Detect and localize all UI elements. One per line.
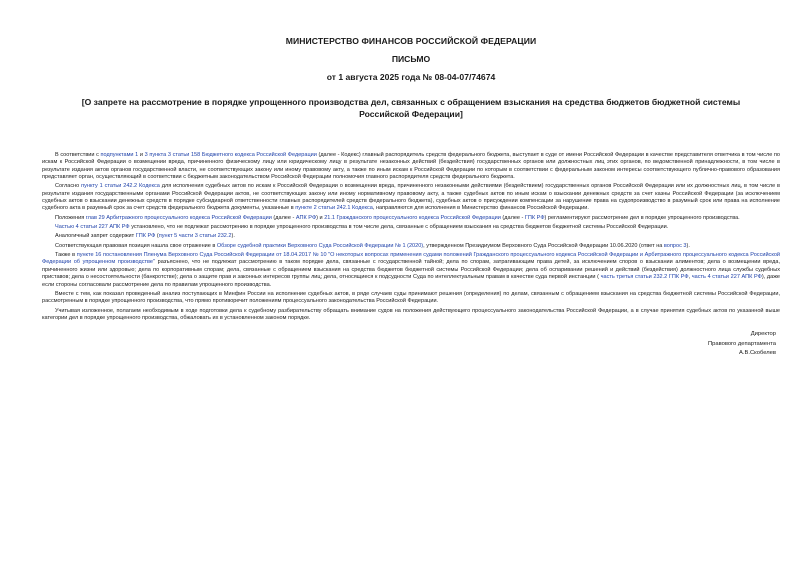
paragraph-text: (: [155, 233, 159, 240]
link-gpk-art-232-2[interactable]: пункт 5 части 3 статьи 232.2: [158, 233, 232, 240]
paragraph-text: разъяснено, что не подлежат рассмотрению в таком порядке дела, связанные с государственной тайной; дела по спорам, затрагивающим права детей, за исключением споров о взыскании алиментов; дела о возмещении вреда, причиненного жизни или здоровью; дела по корпоративным спорам; дела, связанные с обращением взыскания на средства бюджетов бюджетной системы Российской Федерации; дела об оспаривании решений и действий (бездействия) должностного лица службы судебных приставов; дела о несостоятельности (банкротстве); дела о защите прав и законных интересов группы лиц; дела, относящиеся к подсудности Суда по интеллектуальным правам в качестве суда первой инстанции (: [42, 259, 781, 281]
link-art-242-2[interactable]: пункту 1 статьи 242.2 Кодекса: [81, 183, 160, 190]
paragraph-text: В соответствии с: [55, 152, 101, 158]
paragraph-4: [42, 224, 780, 231]
paragraph-9: [42, 308, 780, 323]
paragraph-text: (далее - Кодекс) главный распорядитель средств федерального бюджета, выступает в суде от имени Российской Федерации в качестве представителя ответчика в том числе по искам к Российской Федерации о возмещении вреда, причиненного физическому лицу или юридическому лицу в результате незаконных действий (бездействия) государственных органов или должностных лиц этих органов, по ведомственной принадлежности, в том числе в результате издания актов органов государственной власти, не соответствующих закону или иному правовому акту, а также по иным искам к Российской Федерации по которым в соответствии с федеральным законом интересы соответствующего публично-правового образования представляет орган, осуществляющий в соответствии с бюджетным законодательством Российской Федерации полномочия главного распорядителя средств федерального бюджета.: [42, 152, 781, 181]
paragraph-text: Положения: [55, 214, 86, 221]
document-header: [42, 36, 780, 120]
signer-position: Директор: [750, 331, 776, 338]
paragraph-text: ) регламентируют рассмотрение дел в порядке упрощенного производства.: [544, 214, 740, 221]
link-question-3[interactable]: вопрос 3: [663, 242, 687, 249]
link-gpk-chapter-21-1[interactable]: 21.1 Гражданского процессуального кодекса Российской Федерации: [324, 214, 501, 221]
paragraph-text: Учитывая изложенное, полагаем необходимым в ходе подготовки дела к судебному разбирательству обращать внимание судов на положения действующего процессуального законодательства Российской Федерации, а в случае принятия судебных актов по указанной выше категории дел в порядке упрощенного производства, обжаловать их в установленном законом порядке.: [42, 307, 780, 321]
paragraph-text: ,: [688, 274, 692, 281]
paragraph-text: Соответствующая правовая позиция нашла свое отражение в: [55, 242, 217, 249]
link-art-242-1[interactable]: пункте 2 статьи 242.1 Кодекса: [295, 205, 373, 212]
signer-department: Правового департамента: [707, 340, 776, 347]
paragraph-text: установлено, что не подлежат рассмотрению в порядке упрощенного производства в том числе дела, связанные с обращением взыскания на средства бюджетов бюджетной системы Российской Федерации.: [129, 224, 669, 231]
signer-name: А.В.Скобелев: [739, 350, 776, 357]
link-plenum-resolution-10[interactable]: пункте 16 постановления Пленума Верховного Суда Российской Федерации от 18.04.2017 № 10 "О некоторых вопросах применения судами положений Гражданского процессуального кодекса Российской Федерации и Арбитражного процессуального кодекса Российской Федерации об упрощенном производстве": [42, 252, 780, 266]
link-apk-chapter-29[interactable]: глав 29 Арбитражного процессуального кодекса Российской Федерации: [85, 214, 272, 221]
paragraph-text: ).: [231, 233, 235, 240]
paragraph-text: ) и: [316, 214, 325, 221]
paragraph-text: для исполнения судебных актов по искам к Российской Федерации о возмещении вреда, причиненного незаконными действиями (бездействием) государственных органов Российской Федерации или их должностных лиц, в том числе в результате издания государственными органами Российской Федерации актов, не соответствующих закону или иному нормативному правовому акту, а также судебных актов по иным искам о взыскании денежных средств за счет казны Российской Федерации (за исключением судебных актов о взыскании денежных средств в порядке субсидиарной ответственности главных распорядителей средств федерального бюджета), судебных актов о присуждении компенсации за нарушение права на судопроизводство в разумный срок или права на исполнение судебного акта в разумный срок за счет средств федерального бюджета документы, указанные в: [42, 183, 780, 212]
paragraph-6: [42, 243, 780, 250]
paragraph-text: , направляются для исполнения в Министерство финансов Российской Федерации.: [372, 205, 589, 212]
paragraph-1: [42, 152, 780, 181]
paragraph-text: , утвержденном Президиумом Верховного Суда Российской Федерации 10.06.2020 (ответ на: [423, 242, 664, 249]
paragraph-text: (далее -: [500, 214, 525, 221]
document-body: [42, 152, 780, 322]
paragraph-2: [42, 183, 780, 212]
paragraph-text: и: [138, 152, 145, 158]
paragraph-8: [42, 291, 780, 306]
link-gpk-2[interactable]: ГПК РФ: [135, 233, 156, 240]
ministry-name: МИНИСТЕРСТВО ФИНАНСОВ РОССИЙСКОЙ ФЕДЕРАЦИИ: [285, 36, 537, 46]
paragraph-5: [42, 233, 780, 240]
document-date-number: от 1 августа 2025 года № 08-04-07/74674: [326, 72, 496, 82]
link-budget-code-art-158[interactable]: 3 пункта 3 статьи 158 Бюджетного кодекса Российской Федерации: [144, 152, 317, 158]
link-apk-art-227-part-4-2[interactable]: часть 4 статьи 227 АПК РФ: [691, 274, 762, 281]
paragraph-text: Согласно: [55, 183, 82, 190]
paragraph-text: Также в: [55, 252, 77, 259]
document-type: ПИСЬМО: [391, 54, 431, 64]
link-apk-art-227-part-4[interactable]: Частью 4 статьи 227 АПК РФ: [55, 224, 130, 231]
paragraph-text: ), даже если стороны согласовали рассмотрение дела по правилам упрощенного производства.: [42, 274, 781, 288]
paragraph-text: Аналогичный запрет содержит: [55, 233, 136, 240]
document-page: [42, 36, 780, 359]
link-gpk-art-232-2-part-3[interactable]: часть третья статьи 232.2 ГПК РФ: [600, 274, 689, 281]
paragraph-3: [42, 215, 780, 222]
document-title: [О запрете на рассмотрение в порядке упрощенного производства дел, связанных с обращением взыскания на средства бюджетов бюджетной системы Российской Федерации]: [81, 97, 741, 119]
paragraph-text: Вместе с тем, как показал проведенный анализ поступающих в Минфин России на исполнение судебных актов, в ряде случаев суды принимают решения (определения) по делам, связанным с обращением взыскания на средства бюджетной системы Российской Федерации, рассмотренным в порядке упрощенного производства, что прямо противоречит положениям процессуального законодательства Российской Федерации.: [42, 290, 780, 305]
link-supreme-court-review[interactable]: Обзоре судебной практики Верховного Суда Российской Федерации № 1 (2020): [216, 242, 424, 249]
signature-block: [42, 330, 780, 359]
paragraph-text: (далее -: [271, 214, 296, 221]
paragraph-text: ).: [686, 242, 690, 249]
link-subparagraphs[interactable]: подпунктами 1: [100, 152, 139, 158]
link-apk[interactable]: АПК РФ: [295, 214, 317, 221]
link-gpk[interactable]: ГПК РФ: [524, 214, 545, 221]
paragraph-7: [42, 252, 780, 289]
